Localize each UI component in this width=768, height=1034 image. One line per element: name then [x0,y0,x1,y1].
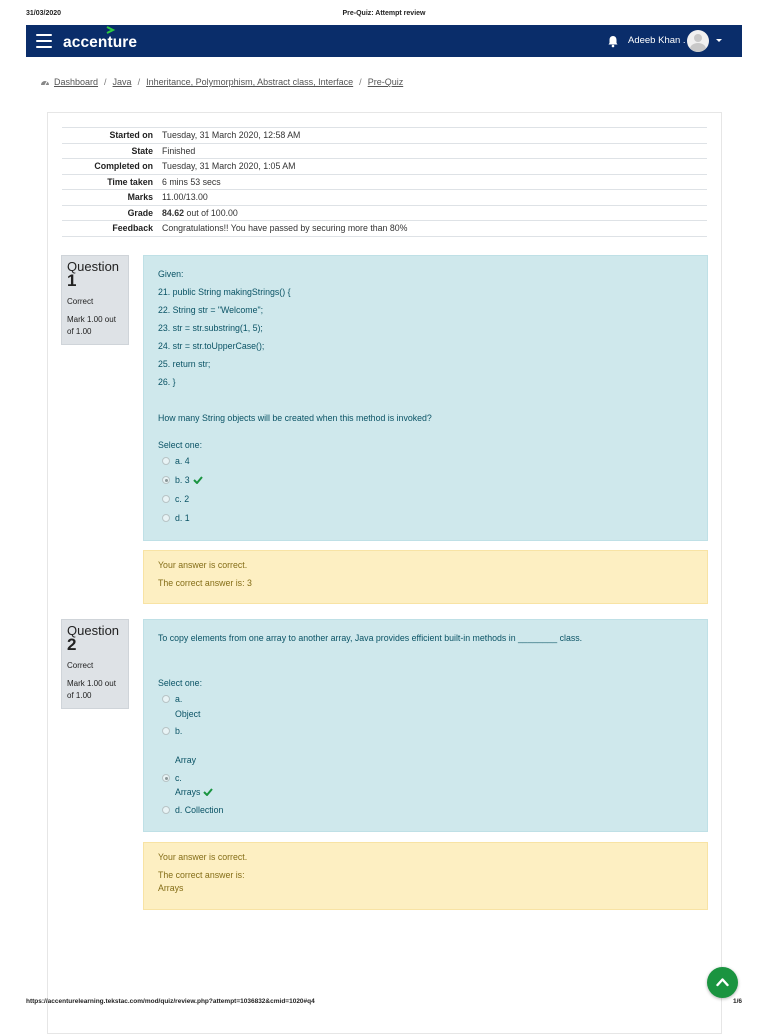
question-text-line: 23. str = str.substring(1, 5); [158,323,263,333]
summary-value: 6 mins 53 secs [162,174,707,190]
arrow-up-icon [716,977,729,987]
select-one-label: Select one: [158,678,203,688]
summary-label: State [62,143,162,159]
option-c-label: Arrays [175,787,201,797]
option-a-label: a. 4 [175,456,190,466]
summary-value: Tuesday, 31 March 2020, 12:58 AM [162,128,707,144]
question-text-line: 21. public String makingStrings() { [158,287,291,297]
breadcrumb-topic[interactable]: Inheritance, Polymorphism, Abstract class, Interface [146,77,354,87]
option-a-letter: a. [175,694,183,704]
option-a-radio[interactable] [162,457,170,465]
feedback-correct-answer-label: The correct answer is: [158,870,245,880]
user-name[interactable]: Adeeb Khan . [628,35,686,46]
caret-down-icon[interactable] [716,39,722,42]
print-date: 31/03/2020 [26,10,62,17]
option-b-label: b. 3 [175,475,190,485]
dashboard-icon [40,78,50,86]
option-b-answer [175,475,203,485]
question-text-line: Given: [158,269,184,279]
summary-label: Marks [62,190,162,206]
feedback-status: Your answer is correct. [158,560,248,570]
question-text-line: 24. str = str.toUpperCase(); [158,341,265,351]
question-text-line: 25. return str; [158,359,211,369]
scroll-to-top-button[interactable] [707,967,738,998]
option-d-answer [175,805,223,815]
print-header [26,10,742,22]
question-state: Correct [67,661,94,670]
feedback-correct-answer: Arrays [158,883,184,893]
attempt-summary-table [62,127,707,237]
summary-label: Grade [62,205,162,221]
option-a-radio[interactable] [162,695,170,703]
breadcrumb: Dashboard / Java / Inheritance, Polymorphism, Abstract class, Interface / Pre-Quiz [40,77,403,87]
option-b-letter: b. [175,726,183,736]
print-url: https://accenturelearning.tekstac.com/mod/quiz/review.php?attempt=1036832&cmid=1020#q4 [26,998,315,1005]
question-text-line: 26. } [158,377,176,387]
select-one-label: Select one: [158,440,203,450]
print-footer [26,998,742,1010]
question-1-info [61,255,129,345]
breadcrumb-pre-quiz[interactable]: Pre-Quiz [367,77,404,87]
question-text-line: 22. String str = "Welcome"; [158,305,264,315]
table-row [62,205,707,221]
correct-check-icon [203,788,213,796]
question-prompt: How many String objects will be created when this method is invoked? [158,413,432,423]
summary-label: Completed on [62,159,162,175]
avatar[interactable] [687,30,709,52]
table-row [62,221,707,237]
question-mark: Mark 1.00 out of 1.00 [67,679,116,700]
option-d-label: d. 1 [175,513,190,523]
option-b-radio[interactable] [162,727,170,735]
option-c-radio[interactable] [162,495,170,503]
question-prompt: To copy elements from one array to another array, Java provides efficient built-in methods in ________ class. [158,633,583,643]
breadcrumb-java[interactable]: Java [112,77,132,87]
summary-value [162,205,707,221]
feedback-status: Your answer is correct. [158,852,248,862]
question-mark: Mark 1.00 out of 1.00 [67,315,116,336]
top-navbar [26,25,742,57]
question-1-feedback [143,550,708,604]
summary-label: Started on [62,128,162,144]
brand-logo[interactable]: accenture [63,34,138,51]
print-page-number: 1/6 [732,998,742,1005]
bell-icon[interactable] [606,34,620,48]
table-row [62,159,707,175]
feedback-correct-answer: The correct answer is: 3 [158,578,252,588]
grade-value: 84.62 [162,207,185,218]
option-c-answer [175,787,213,797]
summary-label: Feedback [62,221,162,237]
breadcrumb-dashboard[interactable]: Dashboard [54,77,99,87]
correct-check-icon [193,476,203,484]
option-b-radio[interactable] [162,476,170,484]
table-row [62,128,707,144]
option-c-letter: c. [175,773,182,783]
question-2-info [61,619,129,709]
option-d-label: Collection [184,805,224,815]
question-number: 2 [67,635,77,654]
option-b-label: Array [175,755,197,765]
question-state: Correct [67,297,94,306]
summary-value: Congratulations!! You have passed by securing more than 80% [162,221,707,237]
option-d-radio[interactable] [162,806,170,814]
question-2-content [143,619,708,832]
option-c-radio[interactable] [162,774,170,782]
table-row [62,190,707,206]
summary-value: 11.00/13.00 [162,190,707,206]
question-number: 1 [67,271,77,290]
summary-value: Finished [162,143,707,159]
table-row [62,143,707,159]
option-a-label: Object [175,709,201,719]
table-row [62,174,707,190]
question-word: Question [67,259,120,274]
question-2-feedback [143,842,708,910]
grade-out-of: out of 100.00 [184,207,238,218]
hamburger-icon[interactable] [36,34,52,48]
option-d-letter: d. [175,805,183,815]
option-c-label: c. 2 [175,494,190,504]
summary-value: Tuesday, 31 March 2020, 1:05 AM [162,159,707,175]
summary-label: Time taken [62,174,162,190]
question-word: Question [67,623,120,638]
question-1-content [143,255,708,541]
print-title: Pre-Quiz: Attempt review [342,10,426,17]
option-d-radio[interactable] [162,514,170,522]
